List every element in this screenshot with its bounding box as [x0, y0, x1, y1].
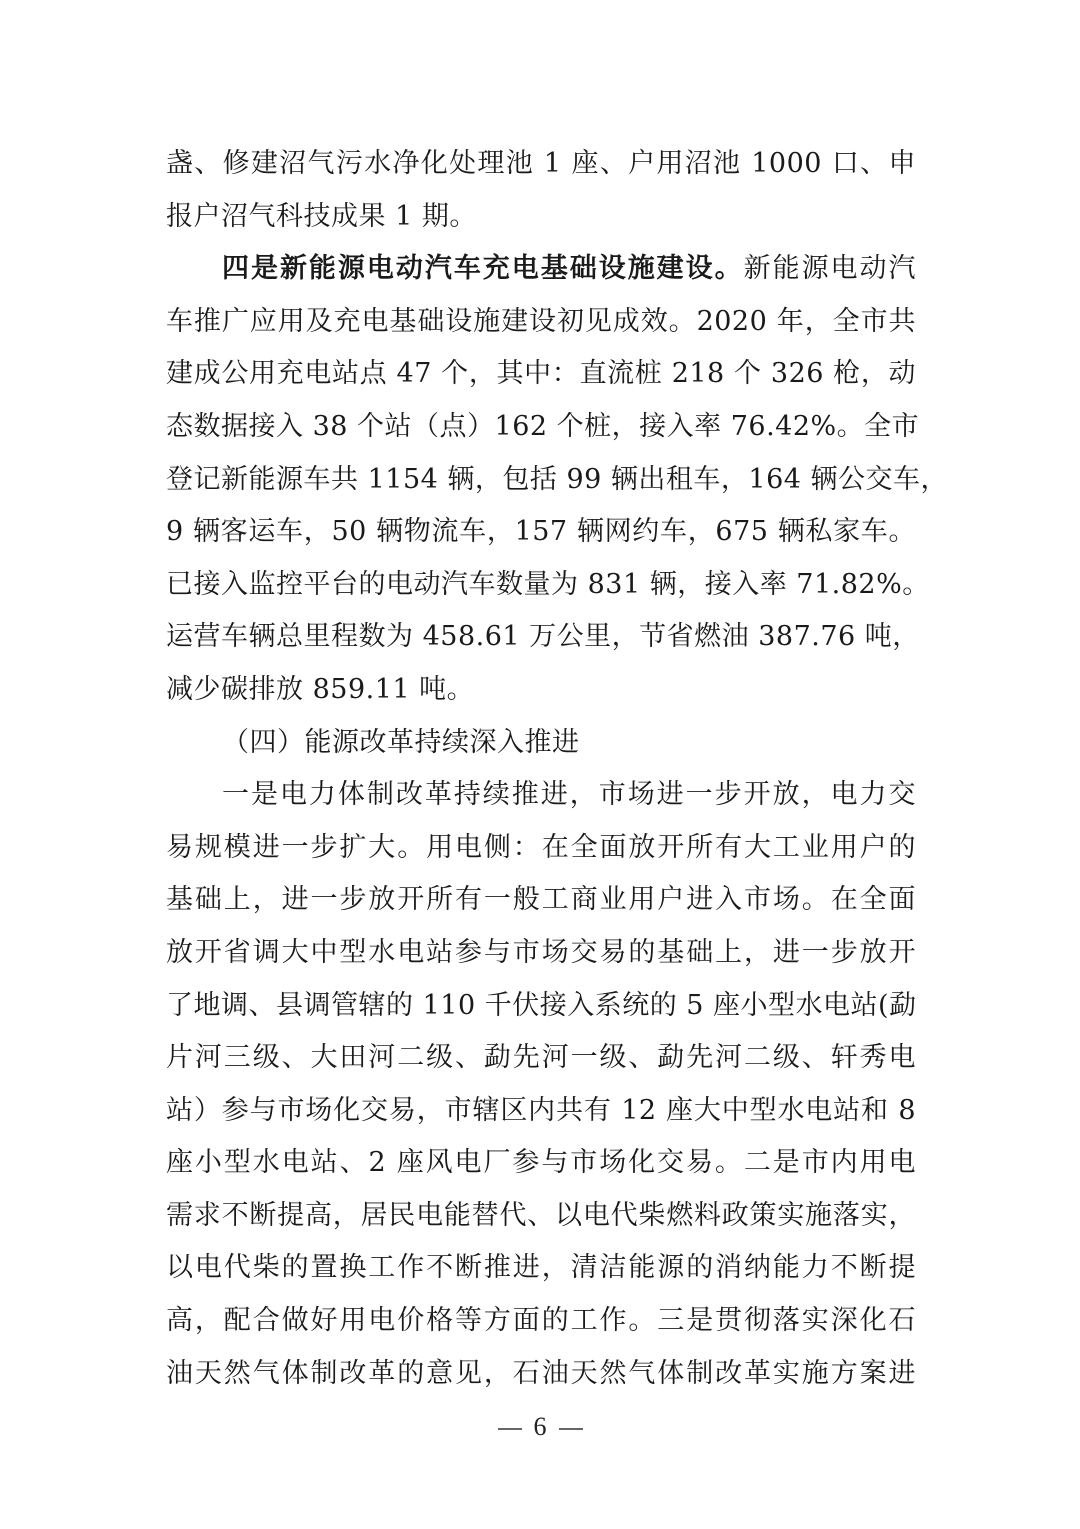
- text-line: 运营车辆总里程数为 458.61 万公里，节省燃油 387.76 吨，: [166, 621, 920, 653]
- text-line: 放开省调大中型水电站参与市场交易的基础上，进一步放开: [166, 936, 916, 968]
- paragraph-lead-heading: 四是新能源电动汽车充电基础设施建设。: [222, 253, 744, 285]
- text-line: 态数据接入 38 个站（点）162 个桩，接入率 76.42%。全市: [166, 410, 920, 442]
- text-line: 已接入监控平台的电动汽车数量为 831 辆，接入率 71.82%。: [166, 568, 930, 600]
- text-line: 高，配合做好用电价格等方面的工作。三是贯彻落实深化石: [166, 1305, 916, 1337]
- section-heading: （四）能源改革持续深入推进: [222, 726, 580, 758]
- document-page: [166, 138, 949, 1400]
- page-footer: [0, 1412, 1080, 1442]
- text-line: 座小型水电站、2 座风电厂参与市场化交易。二是市内用电: [166, 1147, 916, 1179]
- text-line: 减少碳排放 859.11 吨。: [166, 673, 475, 705]
- text-line: 车推广应用及充电基础设施建设初见成效。2020 年，全市共: [166, 305, 916, 337]
- paragraph-ev-charging: [166, 243, 949, 716]
- text-line: 需求不断提高，居民电能替代、以电代柴燃料政策实施落实，: [166, 1199, 916, 1231]
- text-line: 报户沼气科技成果 1 期。: [166, 200, 477, 232]
- text-line: 9 辆客运车，50 辆物流车，157 辆网约车，675 辆私家车。: [166, 516, 916, 548]
- text-line: 了地调、县调管辖的 110 千伏接入系统的 5 座小型水电站(勐: [166, 989, 917, 1021]
- footer-dash-right: [559, 1428, 583, 1430]
- text-line: 登记新能源车共 1154 辆，包括 99 辆出租车，164 辆公交车，: [166, 463, 949, 495]
- text-line: 建成公用充电站点 47 个，其中：直流桩 218 个 326 枪，动: [166, 358, 916, 390]
- paragraph-biogas-continuation: [166, 138, 916, 243]
- text-line: 以电代柴的置换工作不断推进，清洁能源的消纳能力不断提: [166, 1252, 916, 1284]
- text-line: 基础上，进一步放开所有一般工商业用户进入市场。在全面: [166, 884, 916, 916]
- text-line: 站）参与市场化交易，市辖区内共有 12 座大中型水电站和 8: [166, 1094, 916, 1126]
- paragraph-energy-reform: [166, 769, 916, 1400]
- footer-dash-left: [498, 1428, 522, 1430]
- text-line: 一是电力体制改革持续推进，市场进一步开放，电力交: [222, 779, 916, 811]
- text-line: 盏、修建沼气污水净化处理池 1 座、户用沼池 1000 口、申: [166, 148, 916, 179]
- text-line: [166, 243, 916, 296]
- text-line: 易规模进一步扩大。用电侧：在全面放开所有大工业用户的: [166, 831, 916, 863]
- text-line: 油天然气体制改革的意见，石油天然气体制改革实施方案进: [166, 1357, 916, 1389]
- text-line: 片河三级、大田河二级、勐先河一级、勐先河二级、轩秀电: [166, 1042, 916, 1074]
- page-number: 6: [533, 1412, 547, 1441]
- paragraph-lead-rest: 新能源电动汽: [743, 253, 917, 285]
